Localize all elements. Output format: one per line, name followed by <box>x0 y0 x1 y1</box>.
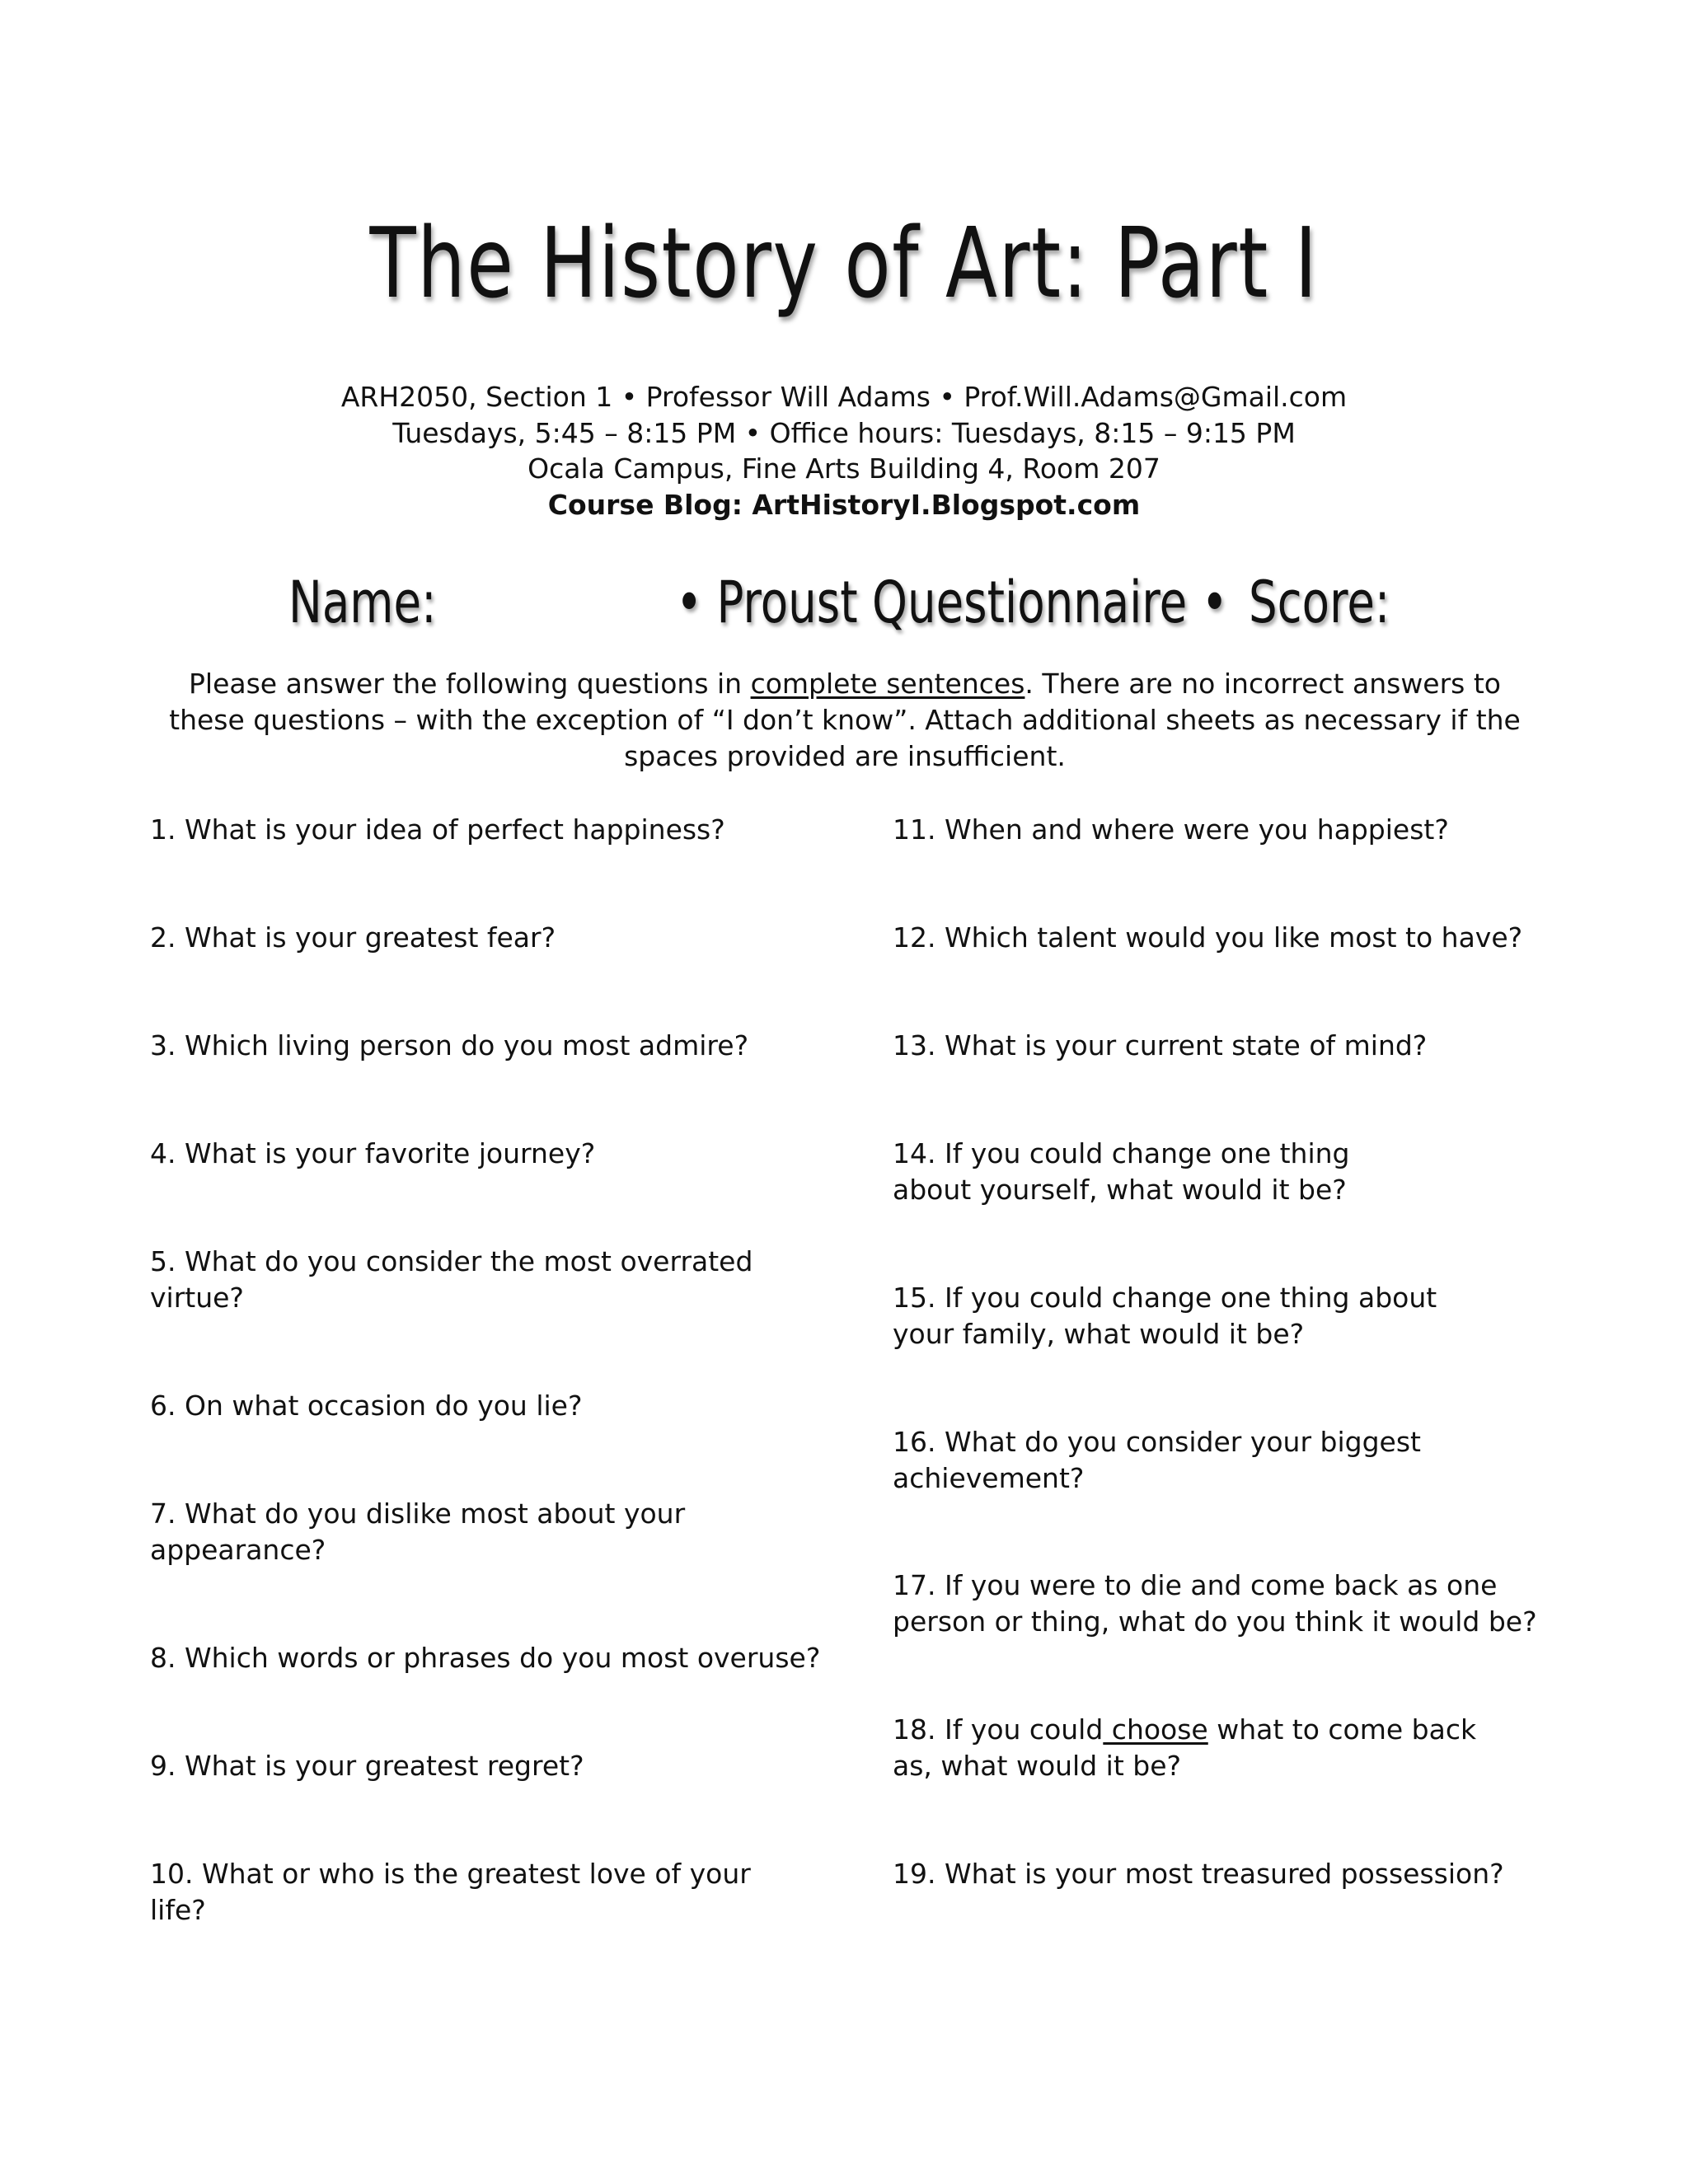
question-11: 11. When and where were you happiest? <box>893 813 1449 846</box>
question-3: 3. Which living person do you most admire? <box>150 1029 749 1062</box>
course-blog-line: Course Blog: ArtHistoryI.Blogspot.com <box>547 489 1141 521</box>
question-5: 5. What do you consider the most overrated virtue? <box>150 1245 753 1314</box>
instructions <box>169 666 1521 775</box>
question-18-text-cont: what to come back as, what would it be? <box>893 1713 1477 1782</box>
schedule-info-line: Tuesdays, 5:45 – 8:15 PM • Office hours: Tuesdays, 8:15 – 9:15 PM <box>392 417 1296 449</box>
question-4: 4. What is your favorite journey? <box>150 1137 596 1169</box>
instructions-text: Please answer the following questions in <box>189 668 751 700</box>
question-2: 2. What is your greatest fear? <box>150 921 556 954</box>
question-16: 16. What do you consider your biggest achievement? <box>893 1426 1421 1494</box>
instructions-text-cont: . There are no incorrect answers to these questions – with the exception of “I don’t know”. Attach additional sheets as necessary if the spaces provided are insufficient. <box>169 668 1521 772</box>
page-title: The History of Art: Part I <box>369 206 1319 320</box>
question-12: 12. Which talent would you like most to have? <box>893 921 1523 954</box>
question-18 <box>893 1712 1519 1784</box>
question-15: 15. If you could change one thing about your family, what would it be? <box>893 1282 1437 1350</box>
question-7: 7. What do you dislike most about your appearance? <box>150 1497 686 1566</box>
question-13: 13. What is your current state of mind? <box>893 1029 1428 1062</box>
question-9: 9. What is your greatest regret? <box>150 1750 584 1782</box>
question-17: 17. If you were to die and come back as one person or thing, what do you think it would be? <box>893 1569 1537 1638</box>
question-14: 14. If you could change one thing about yourself, what would it be? <box>893 1137 1350 1206</box>
question-6: 6. On what occasion do you lie? <box>150 1390 583 1422</box>
name-label: Name: <box>288 569 437 636</box>
question-8: 8. Which words or phrases do you most overuse? <box>150 1642 821 1674</box>
question-18-text: 18. If you could <box>893 1713 1104 1746</box>
location-info-line: Ocala Campus, Fine Arts Building 4, Room 207 <box>528 452 1160 485</box>
score-label: Score: <box>1249 569 1390 636</box>
question-18-emphasis: choose <box>1103 1713 1208 1746</box>
question-1: 1. What is your idea of perfect happiness? <box>150 813 725 846</box>
instructions-emphasis: complete sentences <box>750 668 1025 700</box>
name-score-row <box>0 569 1688 651</box>
questionnaire-label: • Proust Questionnaire • <box>676 569 1228 636</box>
question-10: 10. What or who is the greatest love of your life? <box>150 1858 751 1926</box>
course-info-line: ARH2050, Section 1 • Professor Will Adams • Prof.Will.Adams@Gmail.com <box>340 381 1348 413</box>
question-19: 19. What is your most treasured possession? <box>893 1858 1504 1890</box>
